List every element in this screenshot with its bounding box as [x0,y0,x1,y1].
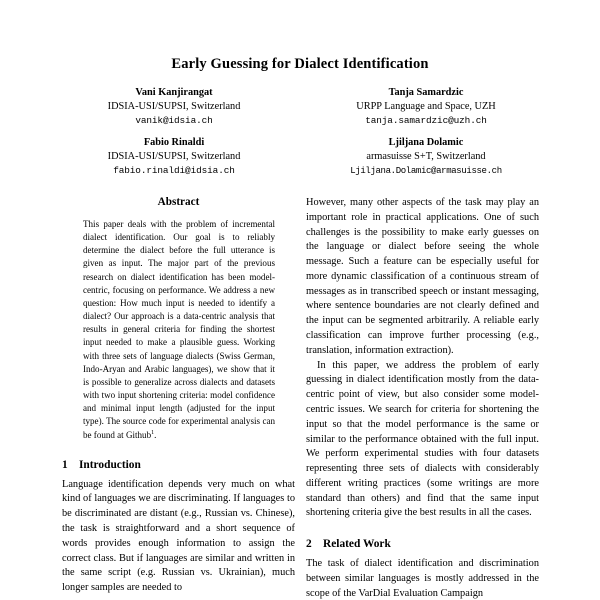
author-affiliation: armasuisse S+T, Switzerland [366,150,486,162]
abstract-body [83,218,275,442]
author-name: Vani Kanjirangat [135,87,213,98]
author-name: Ljiljana Dolamic [388,137,464,148]
author-row-1 [48,86,552,127]
author-affiliation: IDSIA-USI/SUPSI, Switzerland [107,150,241,162]
author-affiliation: IDSIA-USI/SUPSI, Switzerland [107,100,241,112]
author-block [48,86,300,127]
abstract-text: This paper deals with the problem of incremental dialect identification. Our goal is to reliably determine the dialect before the full utterance is given as input. The major part of the previous research on dialect identification has been model-centric, focusing on performance. We address a new question: How much input is needed to identify a dialect? Our approach is a data-centric analysis that results in general criteria for finding the shortest input needed to make a plausible guess. Working with three sets of language dialects (Swiss German, Indo-Aryan and Arabic languages), we show that it is possible to generalize across dialects and datasets with two input shortening criteria: model confidence and minimal input length (adjusted for the input type). The source code for experimental analysis can be found at Github [83,219,275,440]
author-block [48,136,300,177]
author-email[interactable]: Ljiljana.Dolamic@armasuisse.ch [350,165,502,176]
section-number: 1 [62,458,68,471]
author-block [300,136,552,177]
author-email[interactable]: tanja.samardzic@uzh.ch [365,114,487,126]
paragraph: Language identification depends very much on what kind of languages we are discriminating. If languages to be discriminated are distant (e.g., Russian vs. Chinese), the task is straightforward and a short sequence of words provides enough information to assign the correct class. But if languages are similar and written in the same script (e.g. Russian vs. Ukrainian), much longer samples are needed to [62,478,295,594]
abstract-text-tail: . [154,429,157,440]
paragraph: The task of dialect identification and discrimination between similar languages is mostly addressed in the scope of the VarDial Evaluation Campaign [306,558,539,599]
author-block [300,86,552,127]
column-right [306,196,539,600]
section-number: 2 [306,538,312,551]
author-name: Tanja Samardzic [388,87,464,98]
paragraph: However, many other aspects of the task may play an important role in practical applications. One of such challenges is the possibility to make early guesses on the language or dialect before seeing the whole message. Such a feature can be especially useful for more dynamic classification of a continuous stream of messages as in transcribed speech or instant messaging, where sentence boundaries are not clearly defined and the input can be segmented arbitrarily. A reliable early classification can improve further processing (e.g., translation, information extraction). [306,197,539,356]
author-email[interactable]: vanik@idsia.ch [135,114,213,126]
column-left [62,196,295,596]
author-email[interactable]: fabio.rinaldi@idsia.ch [113,164,235,176]
abstract-heading: Abstract [157,196,200,208]
section-heading-related-work [306,538,539,550]
page-title: Early Guessing for Dialect Identification [171,56,429,72]
section-title: Introduction [79,458,141,471]
section-heading-introduction [62,459,295,471]
footnote-marker[interactable]: 1 [151,429,155,436]
author-affiliation: URPP Language and Space, UZH [356,100,496,112]
author-name: Fabio Rinaldi [143,137,205,148]
author-row-2 [48,136,552,177]
paragraph: In this paper, we address the problem of early guessing in dialect identification mostly from the data-centric point of view, but also consider some model-centric issues. We search for criteria for shortening the input so that the model performance is the same or similar to the performance obtained with the full input. We perform experimental studies with four datasets representing three sets of dialects with considerably different writing practices (some writings are more standard than others) and find that the same input shortening criteria give the best results in all the cases. [306,359,539,519]
section-title: Related Work [323,538,391,551]
